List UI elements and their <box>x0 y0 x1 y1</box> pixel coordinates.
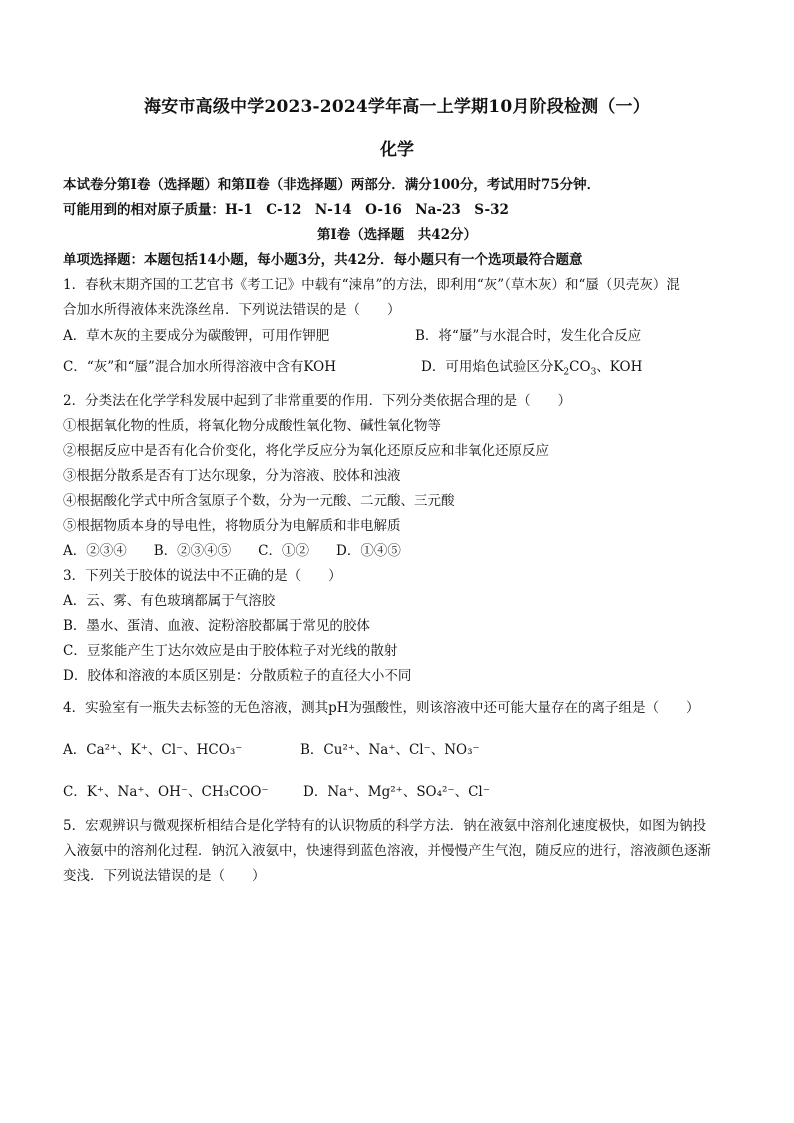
subject-title: 化学 <box>380 140 414 160</box>
q1-stem-line-2: 合加水所得液体来洗涤丝帛．下列说法错误的是（ ） <box>63 302 401 318</box>
q1-option-c: C．“灰”和“蜃”混合加水所得溶液中含有KOH <box>63 359 336 375</box>
q1-stem-line-1: 1．春秋末期齐国的工艺官书《考工记》中载有“涑帛”的方法，即利用“灰”（草木灰）和“蜃（贝壳灰）混 <box>63 277 680 293</box>
q1-option-d-pre: D．可用焰色试验区分K <box>421 359 564 375</box>
q3-option-d: D．胶体和溶液的本质区别是：分散质粒子的直径大小不同 <box>63 668 412 684</box>
q3-option-a: A．云、雾、有色玻璃都属于气溶胶 <box>63 593 276 609</box>
q1-option-d-mid: CO <box>569 359 591 375</box>
q3-option-b: B．墨水、蛋清、血液、淀粉溶胶都属于常见的胶体 <box>63 618 370 634</box>
q5-stem-line-2: 入液氨中的溶剂化过程．钠沉入液氨中，快速得到蓝色溶液，并慢慢产生气泡，随反应的进行，溶液颜色逐渐 <box>63 843 711 859</box>
q2-item: ②根据反应中是否有化合价变化，将化学反应分为氧化还原反应和非氧化还原反应 <box>63 443 549 459</box>
part-title: 第Ⅰ卷（选择题 共42分） <box>316 227 478 243</box>
intro-line-1: 本试卷分第Ⅰ卷（选择题）和第Ⅱ卷（非选择题）两部分．满分100分，考试用时75分钟． <box>63 177 601 193</box>
q4-option-b: B．Cu²⁺、Na⁺、Cl⁻、NO₃⁻ <box>300 742 480 758</box>
q1-option-d <box>421 355 643 378</box>
q1-option-b: B．将“蜃”与水混合时，发生化合反应 <box>415 328 642 344</box>
intro-line-2: 可能用到的相对原子质量：H-1 C-12 N-14 O-16 Na-23 S-32 <box>63 202 509 218</box>
q5-stem-line-3: 变浅．下列说法错误的是（ ） <box>63 868 266 884</box>
q1-option-a: A．草木灰的主要成分为碳酸钾，可用作钾肥 <box>63 328 330 344</box>
q2-options: A．②③④ B．②③④⑤ C．①② D．①④⑤ <box>63 543 401 559</box>
q3-option-c: C．豆浆能产生丁达尔效应是由于胶体粒子对光线的散射 <box>63 643 398 659</box>
q3-stem: 3．下列关于胶体的说法中不正确的是（ ） <box>63 568 342 584</box>
q1-option-d-post: 、KOH <box>596 359 643 375</box>
q2-stem: 2．分类法在化学学科发展中起到了非常重要的作用．下列分类依据合理的是（ ） <box>63 393 572 409</box>
section-title: 单项选择题：本题包括14小题，每小题3分，共42分．每小题只有一个选项最符合题意 <box>63 252 583 268</box>
q2-item: ④根据酸化学式中所含氢原子个数，分为一元酸、二元酸、三元酸 <box>63 493 455 509</box>
q1-option-d-sub-1: 2 <box>563 367 570 378</box>
q5-stem-line-1: 5．宏观辨识与微观探析相结合是化学特有的认识物质的科学方法．钠在液氨中溶剂化速度极快，如图为钠投 <box>63 818 707 834</box>
q2-item: ⑤根据物质本身的导电性，将物质分为电解质和非电解质 <box>63 518 401 534</box>
q4-option-c: C．K⁺、Na⁺、OH⁻、CH₃COO⁻ <box>63 784 269 800</box>
q2-item: ③根据分散系是否有丁达尔现象，分为溶液、胶体和浊液 <box>63 468 401 484</box>
q2-item: ①根据氧化物的性质，将氧化物分成酸性氧化物、碱性氧化物等 <box>63 418 441 434</box>
q1-option-d-sub-2: 3 <box>590 367 597 378</box>
q4-option-a: A．Ca²⁺、K⁺、Cl⁻、HCO₃⁻ <box>63 742 243 758</box>
exam-title: 海安市高级中学2023-2024学年高一上学期10月阶段检测（一） <box>144 97 650 117</box>
q4-option-d: D．Na⁺、Mg²⁺、SO₄²⁻、Cl⁻ <box>303 784 490 800</box>
q4-stem: 4．实验室有一瓶失去标签的无色溶液，测其pH为强酸性，则该溶液中还可能大量存在的离子组是（ ） <box>63 700 700 716</box>
